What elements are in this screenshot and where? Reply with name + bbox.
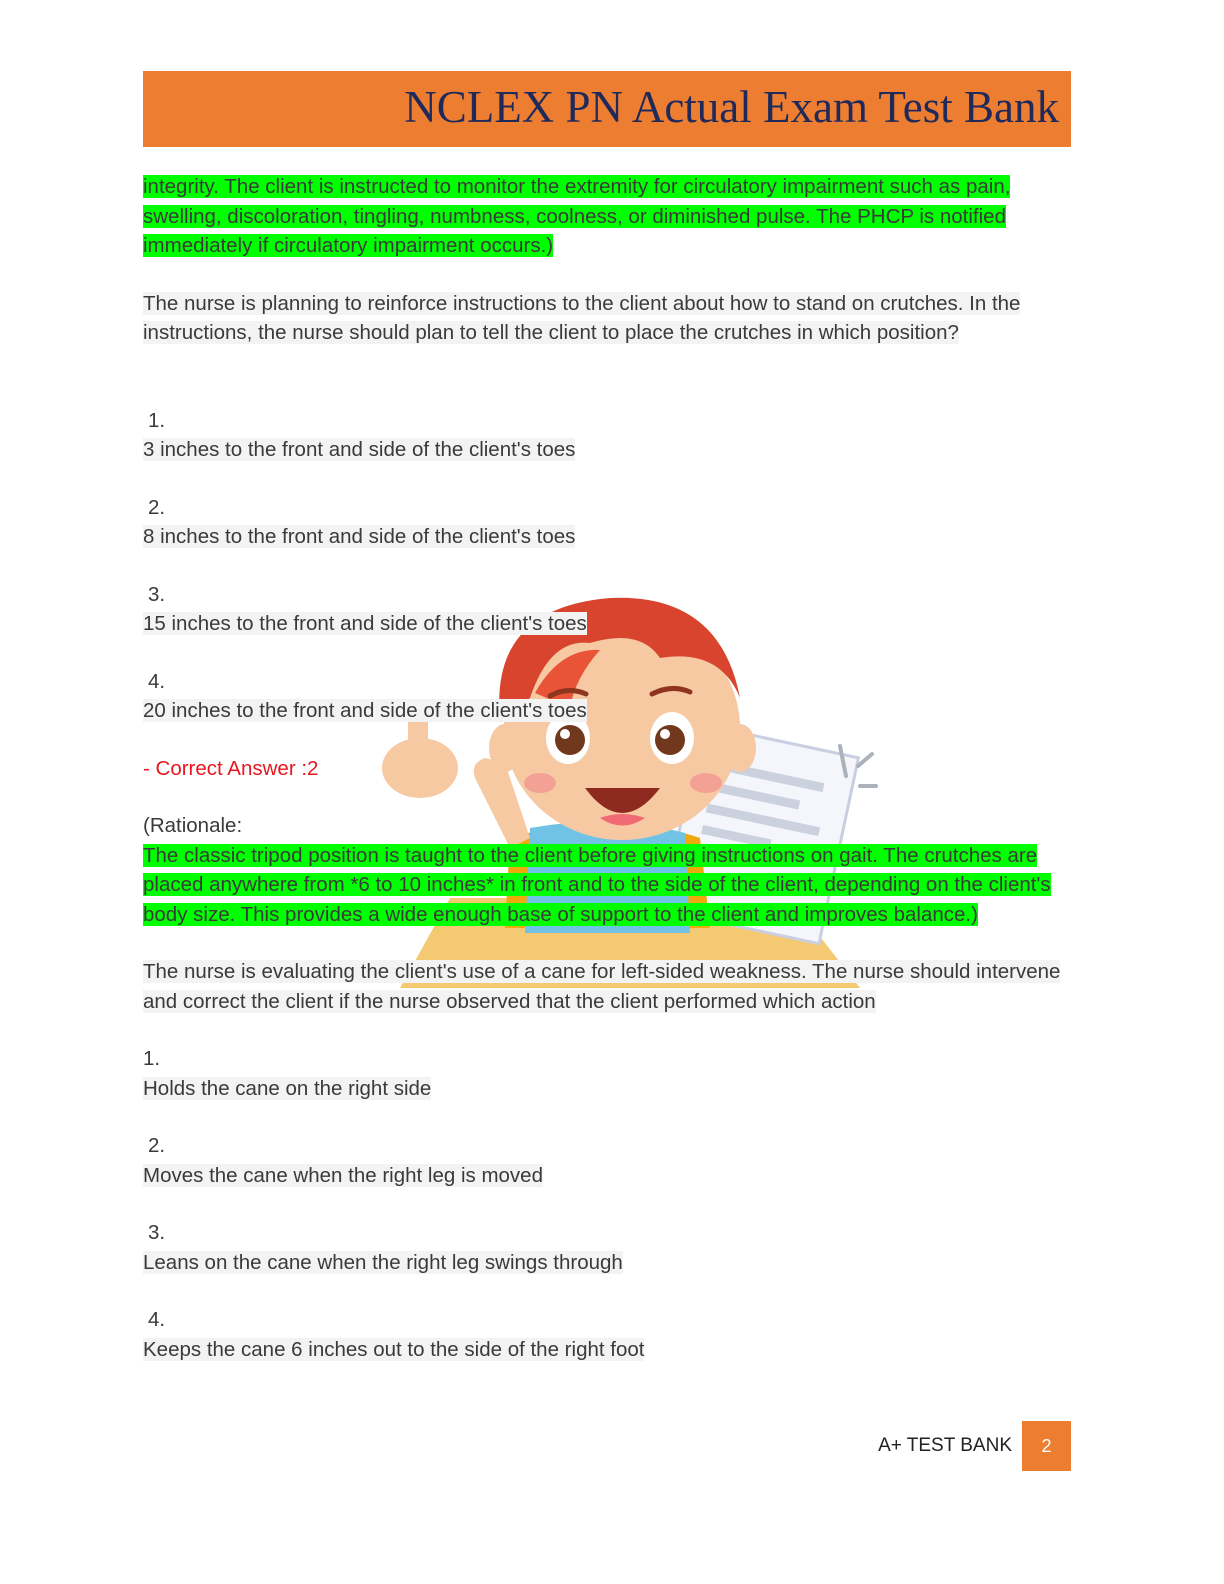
q2-option-2-text: Moves the cane when the right leg is moved <box>143 1163 543 1187</box>
q2-option-4-number: 4. <box>148 1308 166 1331</box>
page-number: 2 <box>1022 1421 1071 1471</box>
page-title: NCLEX PN Actual Exam Test Bank <box>404 82 1059 132</box>
q1-option-4-text: 20 inches to the front and side of the client's toes <box>143 699 587 722</box>
question-2-stem: The nurse is evaluating the client's use of a cane for left-sided weakness. The nurse should intervene and correct the client if the nurse observed that the client performed which action <box>143 960 1061 1013</box>
q1-option-1-number: 1. <box>148 408 166 432</box>
q2-option-4-text: Keeps the cane 6 inches out to the side of the right foot <box>143 1337 645 1361</box>
q1-rationale-text: The classic tripod position is taught to the client before giving instructions on gait. The crutches are placed anywhere from *6 to 10 inches* in front and to the side of the client, depending on the client's body size. This provides a wide enough base of support to the client and improves balance.) <box>143 843 1051 926</box>
q2-option-3-text: Leans on the cane when the right leg swings through <box>143 1250 623 1274</box>
q1-option-4-number: 4. <box>148 669 166 693</box>
document-body <box>143 172 1061 1364</box>
q1-option-1-text: 3 inches to the front and side of the client's toes <box>143 438 576 461</box>
q1-option-2-number: 2. <box>148 495 166 519</box>
q2-option-1-text: Holds the cane on the right side <box>143 1076 432 1100</box>
q1-option-3-number: 3. <box>148 582 166 606</box>
q2-option-1-number: 1. <box>143 1047 161 1070</box>
q1-option-3-text: 15 inches to the front and side of the client's toes <box>143 612 587 635</box>
q1-option-2-text: 8 inches to the front and side of the client's toes <box>143 525 576 548</box>
question-1-stem: The nurse is planning to reinforce instructions to the client about how to stand on crutches. In the instructions, the nurse should plan to tell the client to place the crutches in which position? <box>143 291 1021 344</box>
q1-correct-answer: - Correct Answer :2 <box>143 756 319 780</box>
q2-option-2-number: 2. <box>148 1134 166 1157</box>
footer-label: A+ TEST BANK <box>878 1435 1012 1456</box>
q1-rationale-label: (Rationale: <box>143 814 243 837</box>
q2-option-3-number: 3. <box>148 1221 166 1244</box>
intro-paragraph: integrity. The client is instructed to monitor the extremity for circulatory impairment such as pain, swelling, discoloration, tingling, numbness, coolness, or diminished pulse. The PHCP is notified immediately if circulatory impairment occurs.) <box>143 175 1011 257</box>
header-bar <box>143 71 1071 147</box>
